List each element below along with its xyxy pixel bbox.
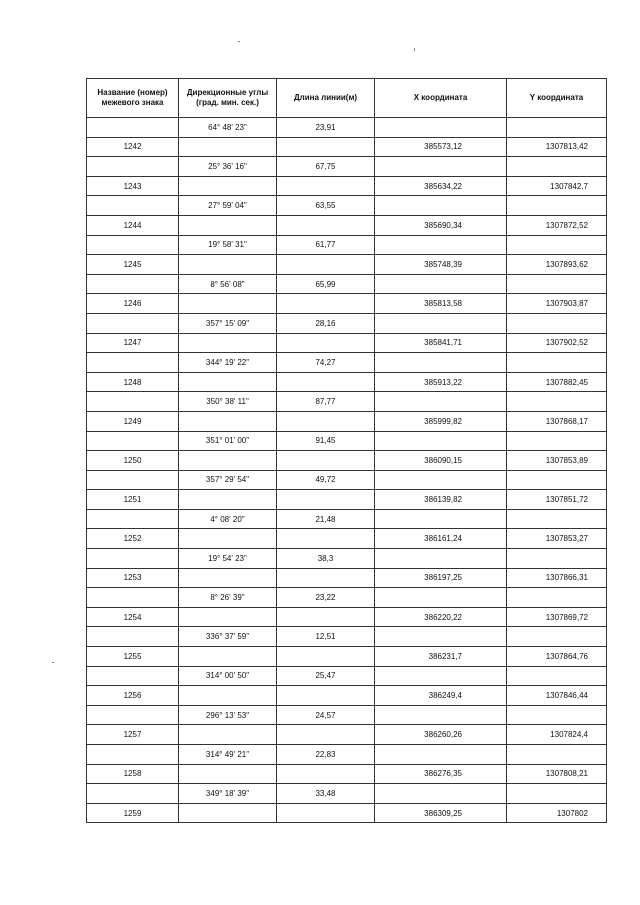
mark-name-cell: 1248 xyxy=(87,372,179,392)
x-coordinate-cell: 385913,22 xyxy=(375,372,507,392)
mark-name-cell: 1244 xyxy=(87,215,179,235)
directional-angle-cell xyxy=(179,764,277,784)
line-length-cell xyxy=(277,137,375,157)
line-length-cell: 91,45 xyxy=(277,431,375,451)
y-coordinate-cell: 1307853,89 xyxy=(507,451,607,471)
line-length-cell xyxy=(277,451,375,471)
x-coordinate-cell: 385841,71 xyxy=(375,333,507,353)
directional-angle-cell: 64° 48' 23" xyxy=(179,118,277,138)
table-row xyxy=(87,353,607,373)
y-coordinate-cell xyxy=(507,705,607,725)
directional-angle-cell xyxy=(179,725,277,745)
y-coordinate-cell: 1307824,4 xyxy=(507,725,607,745)
table-row xyxy=(87,274,607,294)
y-coordinate-cell xyxy=(507,274,607,294)
x-coordinate-cell xyxy=(375,705,507,725)
mark-name-cell xyxy=(87,353,179,373)
mark-name-cell xyxy=(87,118,179,138)
table-row xyxy=(87,118,607,138)
x-coordinate-cell: 386220,22 xyxy=(375,607,507,627)
x-coordinate-cell xyxy=(375,313,507,333)
x-coordinate-cell xyxy=(375,431,507,451)
y-coordinate-cell: 1307813,42 xyxy=(507,137,607,157)
x-coordinate-cell xyxy=(375,509,507,529)
x-coordinate-cell xyxy=(375,157,507,177)
x-coordinate-cell: 385573,12 xyxy=(375,137,507,157)
table-row xyxy=(87,666,607,686)
table-row xyxy=(87,647,607,667)
line-length-cell: 61,77 xyxy=(277,235,375,255)
directional-angle-cell: 351° 01' 00" xyxy=(179,431,277,451)
mark-name-cell xyxy=(87,549,179,569)
y-coordinate-cell xyxy=(507,392,607,412)
line-length-cell: 74,27 xyxy=(277,353,375,373)
y-coordinate-cell xyxy=(507,784,607,804)
y-coordinate-cell: 1307893,62 xyxy=(507,255,607,275)
x-coordinate-cell: 386231,7 xyxy=(375,647,507,667)
directional-angle-cell: 349° 18' 39" xyxy=(179,784,277,804)
mark-name-cell: 1259 xyxy=(87,803,179,823)
scan-speck xyxy=(52,662,54,663)
mark-name-cell: 1256 xyxy=(87,686,179,706)
y-coordinate-cell: 1307866,31 xyxy=(507,568,607,588)
mark-name-cell xyxy=(87,157,179,177)
y-coordinate-cell xyxy=(507,313,607,333)
table-row xyxy=(87,451,607,471)
line-length-cell xyxy=(277,294,375,314)
x-coordinate-cell: 385748,39 xyxy=(375,255,507,275)
directional-angle-cell: 27° 59' 04" xyxy=(179,196,277,216)
x-coordinate-cell: 386260,26 xyxy=(375,725,507,745)
line-length-cell: 33,48 xyxy=(277,784,375,804)
header-x-coordinate: X координата xyxy=(375,79,507,118)
x-coordinate-cell: 386309,25 xyxy=(375,803,507,823)
y-coordinate-cell: 1307808,21 xyxy=(507,764,607,784)
table-row xyxy=(87,568,607,588)
mark-name-cell: 1250 xyxy=(87,451,179,471)
line-length-cell xyxy=(277,686,375,706)
table-row xyxy=(87,705,607,725)
mark-name-cell: 1245 xyxy=(87,255,179,275)
table-row xyxy=(87,549,607,569)
directional-angle-cell: 19° 58' 31" xyxy=(179,235,277,255)
y-coordinate-cell xyxy=(507,196,607,216)
directional-angle-cell: 8° 26' 39" xyxy=(179,588,277,608)
mark-name-cell xyxy=(87,745,179,765)
line-length-cell: 38,3 xyxy=(277,549,375,569)
line-length-cell xyxy=(277,764,375,784)
table-row xyxy=(87,725,607,745)
mark-name-cell: 1254 xyxy=(87,607,179,627)
mark-name-cell xyxy=(87,588,179,608)
x-coordinate-cell: 386276,35 xyxy=(375,764,507,784)
table-row xyxy=(87,686,607,706)
x-coordinate-cell xyxy=(375,118,507,138)
table-row xyxy=(87,411,607,431)
x-coordinate-cell xyxy=(375,588,507,608)
mark-name-cell: 1255 xyxy=(87,647,179,667)
mark-name-cell xyxy=(87,313,179,333)
y-coordinate-cell: 1307846,44 xyxy=(507,686,607,706)
y-coordinate-cell: 1307842,7 xyxy=(507,176,607,196)
y-coordinate-cell xyxy=(507,431,607,451)
table-row xyxy=(87,588,607,608)
header-row xyxy=(87,79,607,118)
line-length-cell xyxy=(277,215,375,235)
directional-angle-cell xyxy=(179,294,277,314)
mark-name-cell xyxy=(87,784,179,804)
y-coordinate-cell: 1307902,52 xyxy=(507,333,607,353)
header-y-coordinate: Y координата xyxy=(507,79,607,118)
directional-angle-cell: 350° 38' 11" xyxy=(179,392,277,412)
y-coordinate-cell: 1307872,52 xyxy=(507,215,607,235)
x-coordinate-cell: 386090,15 xyxy=(375,451,507,471)
x-coordinate-cell xyxy=(375,784,507,804)
table-row xyxy=(87,745,607,765)
line-length-cell: 25,47 xyxy=(277,666,375,686)
x-coordinate-cell xyxy=(375,235,507,255)
mark-name-cell xyxy=(87,666,179,686)
mark-name-cell: 1258 xyxy=(87,764,179,784)
mark-name-cell: 1257 xyxy=(87,725,179,745)
scan-speck xyxy=(238,41,240,42)
line-length-cell: 23,22 xyxy=(277,588,375,608)
x-coordinate-cell xyxy=(375,627,507,647)
y-coordinate-cell: 1307802 xyxy=(507,803,607,823)
x-coordinate-cell: 385813,58 xyxy=(375,294,507,314)
y-coordinate-cell xyxy=(507,353,607,373)
table-row xyxy=(87,372,607,392)
y-coordinate-cell: 1307864,76 xyxy=(507,647,607,667)
header-line-length: Длина линии(м) xyxy=(277,79,375,118)
mark-name-cell xyxy=(87,392,179,412)
x-coordinate-cell: 385634,22 xyxy=(375,176,507,196)
mark-name-cell: 1246 xyxy=(87,294,179,314)
table-body xyxy=(87,118,607,823)
table-row xyxy=(87,215,607,235)
line-length-cell xyxy=(277,255,375,275)
directional-angle-cell xyxy=(179,137,277,157)
directional-angle-cell: 8° 56' 08" xyxy=(179,274,277,294)
mark-name-cell: 1242 xyxy=(87,137,179,157)
directional-angle-cell: 336° 37' 59" xyxy=(179,627,277,647)
mark-name-cell: 1247 xyxy=(87,333,179,353)
mark-name-cell xyxy=(87,509,179,529)
directional-angle-cell xyxy=(179,803,277,823)
x-coordinate-cell: 386161,24 xyxy=(375,529,507,549)
table-row xyxy=(87,196,607,216)
header-mark-name: Название (номер) межевого знака xyxy=(87,79,179,118)
y-coordinate-cell xyxy=(507,549,607,569)
mark-name-cell xyxy=(87,431,179,451)
y-coordinate-cell xyxy=(507,470,607,490)
directional-angle-cell: 314° 00' 50" xyxy=(179,666,277,686)
table-row xyxy=(87,431,607,451)
table-row xyxy=(87,313,607,333)
table-row xyxy=(87,235,607,255)
table-row xyxy=(87,157,607,177)
line-length-cell xyxy=(277,411,375,431)
x-coordinate-cell: 386197,25 xyxy=(375,568,507,588)
mark-name-cell: 1249 xyxy=(87,411,179,431)
header-directional-angles: Дирекционные углы (град. мин. сек.) xyxy=(179,79,277,118)
y-coordinate-cell xyxy=(507,235,607,255)
directional-angle-cell xyxy=(179,647,277,667)
y-coordinate-cell xyxy=(507,509,607,529)
table-row xyxy=(87,529,607,549)
table-row xyxy=(87,176,607,196)
table-row xyxy=(87,392,607,412)
table-row xyxy=(87,255,607,275)
mark-name-cell xyxy=(87,196,179,216)
directional-angle-cell: 25° 36' 16" xyxy=(179,157,277,177)
directional-angle-cell: 314° 49' 21" xyxy=(179,745,277,765)
y-coordinate-cell xyxy=(507,157,607,177)
line-length-cell: 63,55 xyxy=(277,196,375,216)
directional-angle-cell xyxy=(179,490,277,510)
scan-speck xyxy=(414,48,415,51)
table-row xyxy=(87,764,607,784)
directional-angle-cell xyxy=(179,372,277,392)
directional-angle-cell: 19° 54' 23" xyxy=(179,549,277,569)
line-length-cell xyxy=(277,647,375,667)
directional-angle-cell: 4° 08' 20" xyxy=(179,509,277,529)
y-coordinate-cell xyxy=(507,745,607,765)
mark-name-cell: 1253 xyxy=(87,568,179,588)
table-row xyxy=(87,784,607,804)
x-coordinate-cell: 386249,4 xyxy=(375,686,507,706)
line-length-cell: 22,83 xyxy=(277,745,375,765)
x-coordinate-cell xyxy=(375,274,507,294)
x-coordinate-cell: 386139,82 xyxy=(375,490,507,510)
line-length-cell xyxy=(277,803,375,823)
y-coordinate-cell: 1307868,17 xyxy=(507,411,607,431)
directional-angle-cell xyxy=(179,411,277,431)
line-length-cell xyxy=(277,529,375,549)
line-length-cell xyxy=(277,490,375,510)
x-coordinate-cell xyxy=(375,392,507,412)
x-coordinate-cell xyxy=(375,666,507,686)
line-length-cell: 65,99 xyxy=(277,274,375,294)
table-row xyxy=(87,470,607,490)
line-length-cell xyxy=(277,372,375,392)
x-coordinate-cell: 385999,82 xyxy=(375,411,507,431)
directional-angle-cell: 344° 19' 22" xyxy=(179,353,277,373)
coordinates-sheet xyxy=(86,78,606,823)
y-coordinate-cell: 1307903,87 xyxy=(507,294,607,314)
line-length-cell: 49,72 xyxy=(277,470,375,490)
y-coordinate-cell xyxy=(507,118,607,138)
y-coordinate-cell: 1307851,72 xyxy=(507,490,607,510)
directional-angle-cell: 357° 15' 09" xyxy=(179,313,277,333)
mark-name-cell: 1252 xyxy=(87,529,179,549)
table-row xyxy=(87,333,607,353)
y-coordinate-cell xyxy=(507,627,607,647)
y-coordinate-cell: 1307882,45 xyxy=(507,372,607,392)
mark-name-cell: 1251 xyxy=(87,490,179,510)
table-row xyxy=(87,627,607,647)
x-coordinate-cell xyxy=(375,549,507,569)
directional-angle-cell xyxy=(179,568,277,588)
mark-name-cell xyxy=(87,705,179,725)
x-coordinate-cell xyxy=(375,353,507,373)
y-coordinate-cell: 1307853,27 xyxy=(507,529,607,549)
line-length-cell xyxy=(277,725,375,745)
directional-angle-cell xyxy=(179,333,277,353)
line-length-cell: 24,57 xyxy=(277,705,375,725)
x-coordinate-cell: 385690,34 xyxy=(375,215,507,235)
line-length-cell xyxy=(277,333,375,353)
line-length-cell: 28,16 xyxy=(277,313,375,333)
line-length-cell: 87,77 xyxy=(277,392,375,412)
y-coordinate-cell xyxy=(507,666,607,686)
line-length-cell: 21,48 xyxy=(277,509,375,529)
mark-name-cell xyxy=(87,235,179,255)
directional-angle-cell xyxy=(179,215,277,235)
mark-name-cell: 1243 xyxy=(87,176,179,196)
table-row xyxy=(87,607,607,627)
boundary-marks-table xyxy=(86,78,607,823)
x-coordinate-cell xyxy=(375,745,507,765)
line-length-cell xyxy=(277,568,375,588)
line-length-cell: 67,75 xyxy=(277,157,375,177)
directional-angle-cell: 296° 13' 53" xyxy=(179,705,277,725)
mark-name-cell xyxy=(87,470,179,490)
line-length-cell xyxy=(277,176,375,196)
y-coordinate-cell: 1307869,72 xyxy=(507,607,607,627)
mark-name-cell xyxy=(87,627,179,647)
x-coordinate-cell xyxy=(375,470,507,490)
table-row xyxy=(87,490,607,510)
directional-angle-cell xyxy=(179,529,277,549)
table-row xyxy=(87,803,607,823)
line-length-cell: 23,91 xyxy=(277,118,375,138)
table-row xyxy=(87,294,607,314)
line-length-cell: 12,51 xyxy=(277,627,375,647)
directional-angle-cell xyxy=(179,176,277,196)
directional-angle-cell: 357° 29' 54" xyxy=(179,470,277,490)
x-coordinate-cell xyxy=(375,196,507,216)
directional-angle-cell xyxy=(179,451,277,471)
directional-angle-cell xyxy=(179,607,277,627)
y-coordinate-cell xyxy=(507,588,607,608)
directional-angle-cell xyxy=(179,686,277,706)
directional-angle-cell xyxy=(179,255,277,275)
line-length-cell xyxy=(277,607,375,627)
table-row xyxy=(87,137,607,157)
table-row xyxy=(87,509,607,529)
mark-name-cell xyxy=(87,274,179,294)
